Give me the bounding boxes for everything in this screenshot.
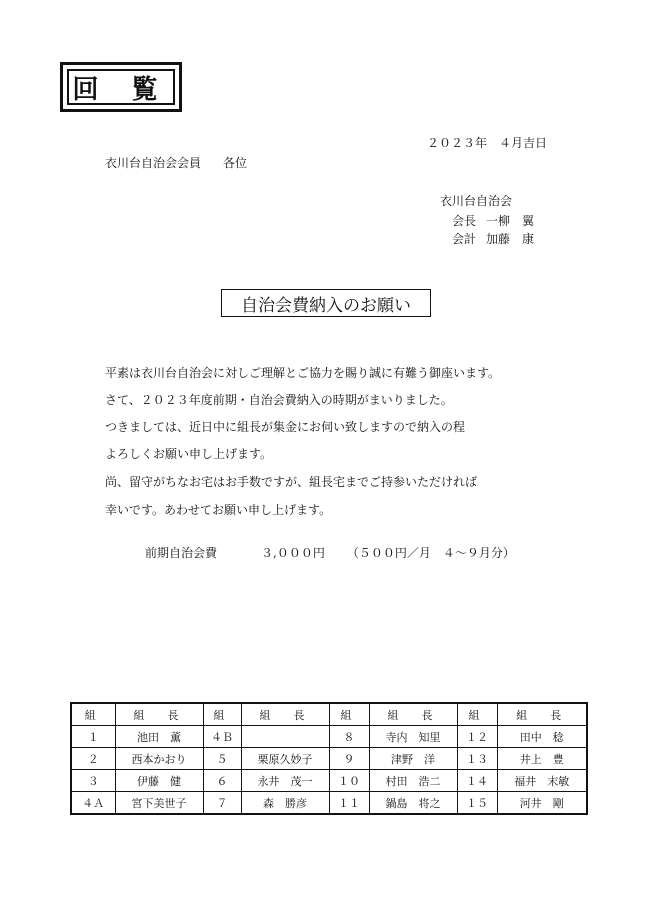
header-cell: 組 長 bbox=[115, 703, 203, 726]
recipient bbox=[105, 157, 247, 169]
fee-amount: ３,０００円 bbox=[261, 546, 325, 560]
group-number: ９ bbox=[329, 748, 369, 770]
group-number: ７ bbox=[203, 792, 241, 815]
group-leader bbox=[241, 726, 329, 748]
table-header-row bbox=[71, 703, 587, 726]
group-leader: 河井 剛 bbox=[497, 792, 587, 815]
body-line: よろしくお願い申し上げます。 bbox=[105, 447, 273, 461]
group-number: １ bbox=[71, 726, 115, 748]
fee-note: （５００円／月 ４～９月分） bbox=[346, 546, 515, 560]
issue-date: ２０２３年 ４月吉日 bbox=[427, 136, 548, 150]
document-title bbox=[221, 289, 431, 317]
group-number: ６ bbox=[203, 770, 241, 792]
fee-line bbox=[145, 547, 515, 559]
circular-stamp-label: 回 覧 bbox=[67, 69, 175, 105]
group-number: １１ bbox=[329, 792, 369, 815]
sender-accountant bbox=[452, 233, 534, 245]
group-leader: 森 勝彦 bbox=[241, 792, 329, 815]
group-number: １２ bbox=[457, 726, 497, 748]
sender-org: 衣川台自治会 bbox=[440, 194, 513, 208]
table-row bbox=[71, 770, 587, 792]
group-leader: 福井 末敏 bbox=[497, 770, 587, 792]
group-number: １５ bbox=[457, 792, 497, 815]
recipient-name: 衣川台自治会会員 bbox=[105, 156, 202, 170]
header-cell: 組 bbox=[329, 703, 369, 726]
header-cell: 組 長 bbox=[241, 703, 329, 726]
accountant-name: 加藤 康 bbox=[486, 232, 535, 246]
body-line: 幸いです。あわせてお願い申し上げます。 bbox=[105, 503, 332, 517]
sender-president bbox=[452, 215, 534, 227]
group-number: １４ bbox=[457, 770, 497, 792]
recipient-honorific: 各位 bbox=[223, 156, 248, 170]
header-cell: 組 長 bbox=[497, 703, 587, 726]
group-leader: 井上 豊 bbox=[497, 748, 587, 770]
document-title-text: 自治会費納入のお願い bbox=[241, 295, 411, 316]
group-leader: 鍋島 将之 bbox=[369, 792, 457, 815]
body-line: 尚、留守がちなお宅はお手数ですが、組長宅までご持参いただければ bbox=[105, 475, 478, 489]
group-number: ５ bbox=[203, 748, 241, 770]
group-number: ２ bbox=[71, 748, 115, 770]
body-line: つきましては、近日中に組長が集金にお伺い致しますので納入の程 bbox=[105, 420, 466, 434]
group-number: １３ bbox=[457, 748, 497, 770]
table-row bbox=[71, 748, 587, 770]
group-number: ４Ａ bbox=[71, 792, 115, 815]
group-number: ８ bbox=[329, 726, 369, 748]
body-line: 平素は衣川台自治会に対しご理解とご協力を賜り誠に有難う御座います。 bbox=[105, 366, 501, 380]
president-name: 一柳 翼 bbox=[486, 214, 535, 228]
group-leaders-table bbox=[70, 702, 588, 815]
header-cell: 組 長 bbox=[369, 703, 457, 726]
table-row bbox=[71, 726, 587, 748]
group-leader: 村田 浩二 bbox=[369, 770, 457, 792]
group-leader: 宮下美世子 bbox=[115, 792, 203, 815]
group-leader: 田中 稔 bbox=[497, 726, 587, 748]
group-leader: 寺内 知里 bbox=[369, 726, 457, 748]
body-line: さて、２０２３年度前期・自治会費納入の時期がまいりました。 bbox=[105, 393, 453, 407]
group-leader: 栗原久妙子 bbox=[241, 748, 329, 770]
fee-label: 前期自治会費 bbox=[145, 546, 218, 560]
group-number: １０ bbox=[329, 770, 369, 792]
group-number: ３ bbox=[71, 770, 115, 792]
president-role: 会長 bbox=[452, 214, 477, 228]
header-cell: 組 bbox=[457, 703, 497, 726]
accountant-role: 会計 bbox=[452, 232, 477, 246]
header-cell: 組 bbox=[71, 703, 115, 726]
header-cell: 組 bbox=[203, 703, 241, 726]
group-leader: 伊藤 健 bbox=[115, 770, 203, 792]
table-row bbox=[71, 792, 587, 815]
group-leader: 永井 茂一 bbox=[241, 770, 329, 792]
group-number: ４Ｂ bbox=[203, 726, 241, 748]
group-leader: 津野 洋 bbox=[369, 748, 457, 770]
group-leader: 西本かおり bbox=[115, 748, 203, 770]
group-leader: 池田 薫 bbox=[115, 726, 203, 748]
circular-stamp bbox=[60, 62, 182, 112]
